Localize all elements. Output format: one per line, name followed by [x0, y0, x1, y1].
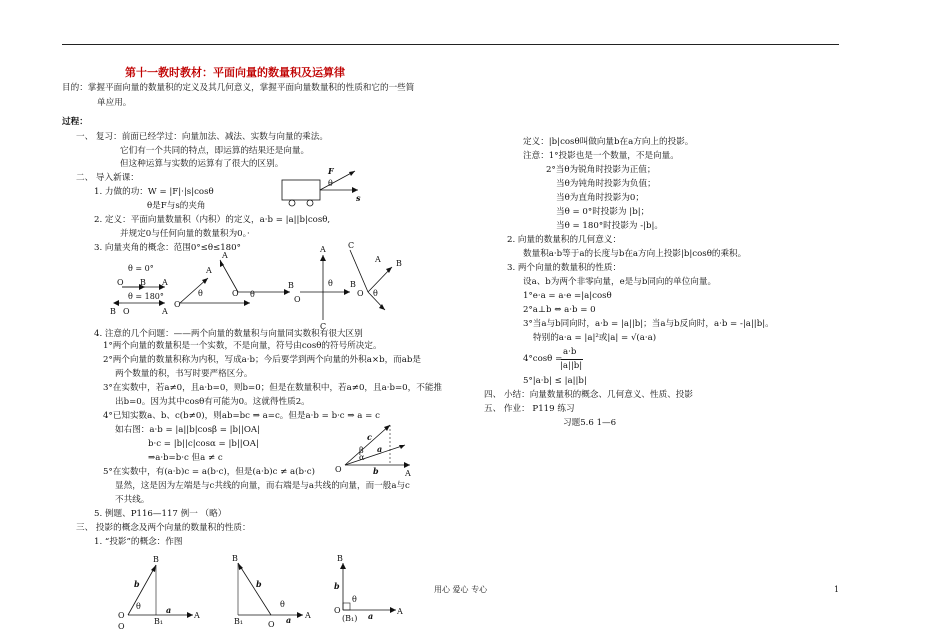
proj-b1-1: B₁	[154, 617, 164, 626]
a-vector-label: a	[377, 444, 383, 454]
projection-right: 当θ为直角时投影为0；	[556, 193, 644, 203]
b-label-4: B	[288, 281, 294, 290]
o-label-3: O	[174, 300, 181, 309]
process-heading: 过程：	[62, 117, 88, 127]
proj-b1-2: B₁	[234, 617, 244, 626]
properties-setup: 设a、b为两个非零向量，e是与b同向的单位向量。	[523, 277, 717, 287]
b-label-1: B	[140, 278, 146, 287]
property-1: 1°e·a = a·e =|a|cosθ	[523, 291, 612, 301]
section-review: 一、 复习：前面已经学过：向量加法、减法、实数与向量的乘法。	[76, 132, 328, 142]
proj-o-3: O	[334, 606, 341, 615]
summary: 四、 小结：向量数量积的概念、几何意义、性质、投影	[484, 390, 693, 400]
projection-definition: 定义：|b|cosθ叫做向量b在a方向上的投影。	[523, 137, 694, 147]
geometric-meaning: 数量积a·b等于a的长度与b在a方向上投影|b|cosθ的乘积。	[523, 249, 747, 259]
note-2b: 两个数量的积，书写时要严格区分。	[115, 369, 253, 379]
proj-theta-1: θ	[136, 602, 141, 611]
c-label-6: C	[348, 241, 355, 250]
proj-b-2: B	[232, 554, 238, 563]
review-line-a: 它们有一个共同的特点，即运算的结果还是向量。	[120, 146, 310, 156]
a-label-5: A	[320, 245, 326, 254]
note-4a: 如右图：a·b = |a||b|cosβ = |b||OA|	[115, 425, 260, 435]
b-vector-label: b	[373, 466, 379, 476]
note-4c: ⇒a·b=b·c 但a ≠ c	[148, 453, 223, 463]
theta-label-4: θ	[250, 290, 255, 299]
beta-label: β	[359, 446, 364, 455]
projection-note-2: 2°当θ为锐角时投影为正值；	[546, 165, 656, 175]
theta-180-label: θ = 180°	[128, 292, 164, 301]
goal-line-1: 目的：掌握平面向量的数量积的定义及其几何意义，掌握平面向量数量积的性质和它的一些简	[62, 83, 415, 93]
cos-denominator: |a||b|	[560, 361, 583, 371]
review-line-b: 但这种运算与实数的运算有了很大的区别。	[120, 159, 284, 169]
proj-avec-2: a	[286, 615, 292, 625]
proj-bvec-2: b	[256, 579, 262, 589]
projection-concept: 1. “投影”的概念：作图	[94, 537, 183, 547]
o-label-5: O	[294, 295, 301, 304]
proj-a-2: A	[305, 611, 311, 620]
property-3: 3°当a与b同向时，a·b = |a||b|；当a与b反向时，a·b = -|a||b|。	[523, 319, 774, 329]
page-number: 1	[834, 585, 840, 594]
definition-rule: 并规定0与任何向量的数量积为0。·	[120, 229, 250, 239]
force-work-figure	[270, 165, 370, 215]
a-label-2: A	[162, 307, 168, 316]
proj-a-3: A	[397, 607, 403, 616]
projection-180: 当θ = 180°时投影为 -|b|。	[556, 221, 664, 231]
o-label-6: O	[357, 289, 364, 298]
proj-theta-2: θ	[280, 600, 285, 609]
geometric-meaning-heading: 2. 向量的数量积的几何意义：	[507, 235, 622, 245]
notes-heading: 4. 注意的几个问题：——两个向量的数量积与向量同实数积有很大区别	[94, 329, 363, 339]
c-vector-label: c	[367, 432, 372, 442]
theta-label-5: θ	[328, 279, 333, 288]
proj-theta-3: θ	[352, 595, 357, 604]
proj-bvec-3: b	[334, 581, 340, 591]
note-1: 1°两个向量的数量积是一个实数，不是向量，符号由cosθ的符号所决定。	[103, 341, 382, 351]
property-5: 5°|a·b| ≤ |a||b|	[523, 376, 587, 386]
property-3-special: 特别的a·a = |a|²或|a| = √(a·a)	[533, 333, 657, 343]
proj-o-1b: O	[118, 622, 125, 631]
property-2: 2°a⊥b ⇔ a·b = 0	[523, 305, 596, 315]
projection-figures	[108, 545, 428, 630]
a-point-abc: A	[405, 469, 411, 478]
b-label-2: B	[110, 307, 116, 316]
proj-o-1: O	[118, 611, 125, 620]
force-label: F	[328, 166, 334, 176]
proj-b1-3: (B₁)	[342, 614, 358, 623]
alpha-label: α	[359, 453, 365, 462]
property-4: 4°cosθ =	[523, 354, 563, 364]
note-2: 2°两个向量的数量积称为内积，写成a·b；今后要学到两个向量的外积a×b，而ab是	[103, 355, 421, 365]
work-angle-note: θ是F与s的夹角	[147, 201, 206, 211]
proj-b-1: B	[153, 555, 159, 564]
projection-obtuse: 当θ为钝角时投影为负值；	[556, 179, 656, 189]
theta-label-6: θ	[373, 289, 378, 298]
footer-motto: 用心 爱心 专心	[434, 585, 488, 594]
note-3b: 出b=0。因为其中cosθ有可能为0。这就得性质2。	[115, 397, 310, 407]
note-5b: 显然，这是因为左端是与c共线的向量，而右端是与a共线的向量，而一般a与c	[115, 481, 410, 491]
proj-o-2: O	[268, 620, 275, 629]
projection-note-1: 注意：1°投影也是一个数量，不是向量。	[523, 151, 679, 161]
note-5: 5°在实数中，有(a·b)c = a(b·c)，但是(a·b)c ≠ a(b·c)	[103, 467, 315, 477]
o-label-1: O	[117, 278, 124, 287]
note-4b: b·c = |b||c|cosα = |b||OA|	[148, 439, 259, 449]
displacement-label: s	[356, 193, 361, 203]
homework: 五、 作业： P119 练习	[484, 404, 575, 414]
theta-zero-label: θ = 0°	[128, 264, 154, 273]
section-projection: 三、 投影的概念及两个向量的数量积的性质：	[76, 523, 251, 533]
a-label-1: A	[162, 278, 168, 287]
abc-vector-figure	[335, 420, 425, 480]
a-label-4: A	[222, 251, 228, 260]
proj-bvec-1: b	[134, 579, 140, 589]
c-label-5: C	[320, 322, 327, 331]
homework-exercises: 习题5.6 1—6	[563, 418, 617, 428]
proj-a-1: A	[194, 611, 200, 620]
o-label-4: O	[232, 289, 239, 298]
b-label-5: B	[350, 280, 356, 289]
o-label-abc: O	[335, 465, 342, 474]
proj-avec-1: a	[166, 605, 172, 615]
goal-line-2: 单应用。	[97, 98, 132, 108]
proj-b-3: B	[337, 554, 343, 563]
note-5c: 不共线。	[115, 495, 150, 505]
example-ref: 5. 例题、P116—117 例一 （略）	[94, 509, 227, 519]
projection-zero: 当θ = 0°时投影为 |b|；	[556, 207, 650, 217]
definition-line: 2. 定义：平面向量数量积（内积）的定义，a·b = |a||b|cosθ,	[94, 215, 331, 225]
b-label-6: B	[396, 259, 402, 268]
angle-concept: 3. 向量夹角的概念：范围0°≤θ≤180°	[94, 243, 241, 253]
work-formula: 1. 力做的功：W = |F|·|s|cosθ	[94, 187, 214, 197]
note-3: 3°在实数中，若a≠0，且a·b=0，则b=0；但是在数量积中，若a≠0，且a·b=0，不能推	[103, 383, 443, 393]
a-label-3: A	[206, 266, 212, 275]
theta-label-3: θ	[198, 289, 203, 298]
fraction-bar	[561, 359, 583, 360]
header-rule	[62, 44, 839, 45]
o-label-2: O	[123, 307, 130, 316]
page-title: 第十一教时教材：平面向量的数量积及运算律	[125, 66, 345, 79]
proj-avec-3: a	[368, 611, 374, 621]
section-intro: 二、 导入新课：	[76, 173, 139, 183]
properties-heading: 3. 两个向量的数量积的性质：	[507, 263, 622, 273]
a-label-6: A	[375, 255, 381, 264]
cos-numerator: a·b	[563, 347, 577, 357]
theta-label: θ	[328, 179, 333, 188]
angle-figures	[110, 240, 420, 330]
note-4: 4°已知实数a、b、c(b≠0)，则ab=bc ⇒ a=c。但是a·b = b·c ⇒ a = c	[103, 411, 380, 421]
